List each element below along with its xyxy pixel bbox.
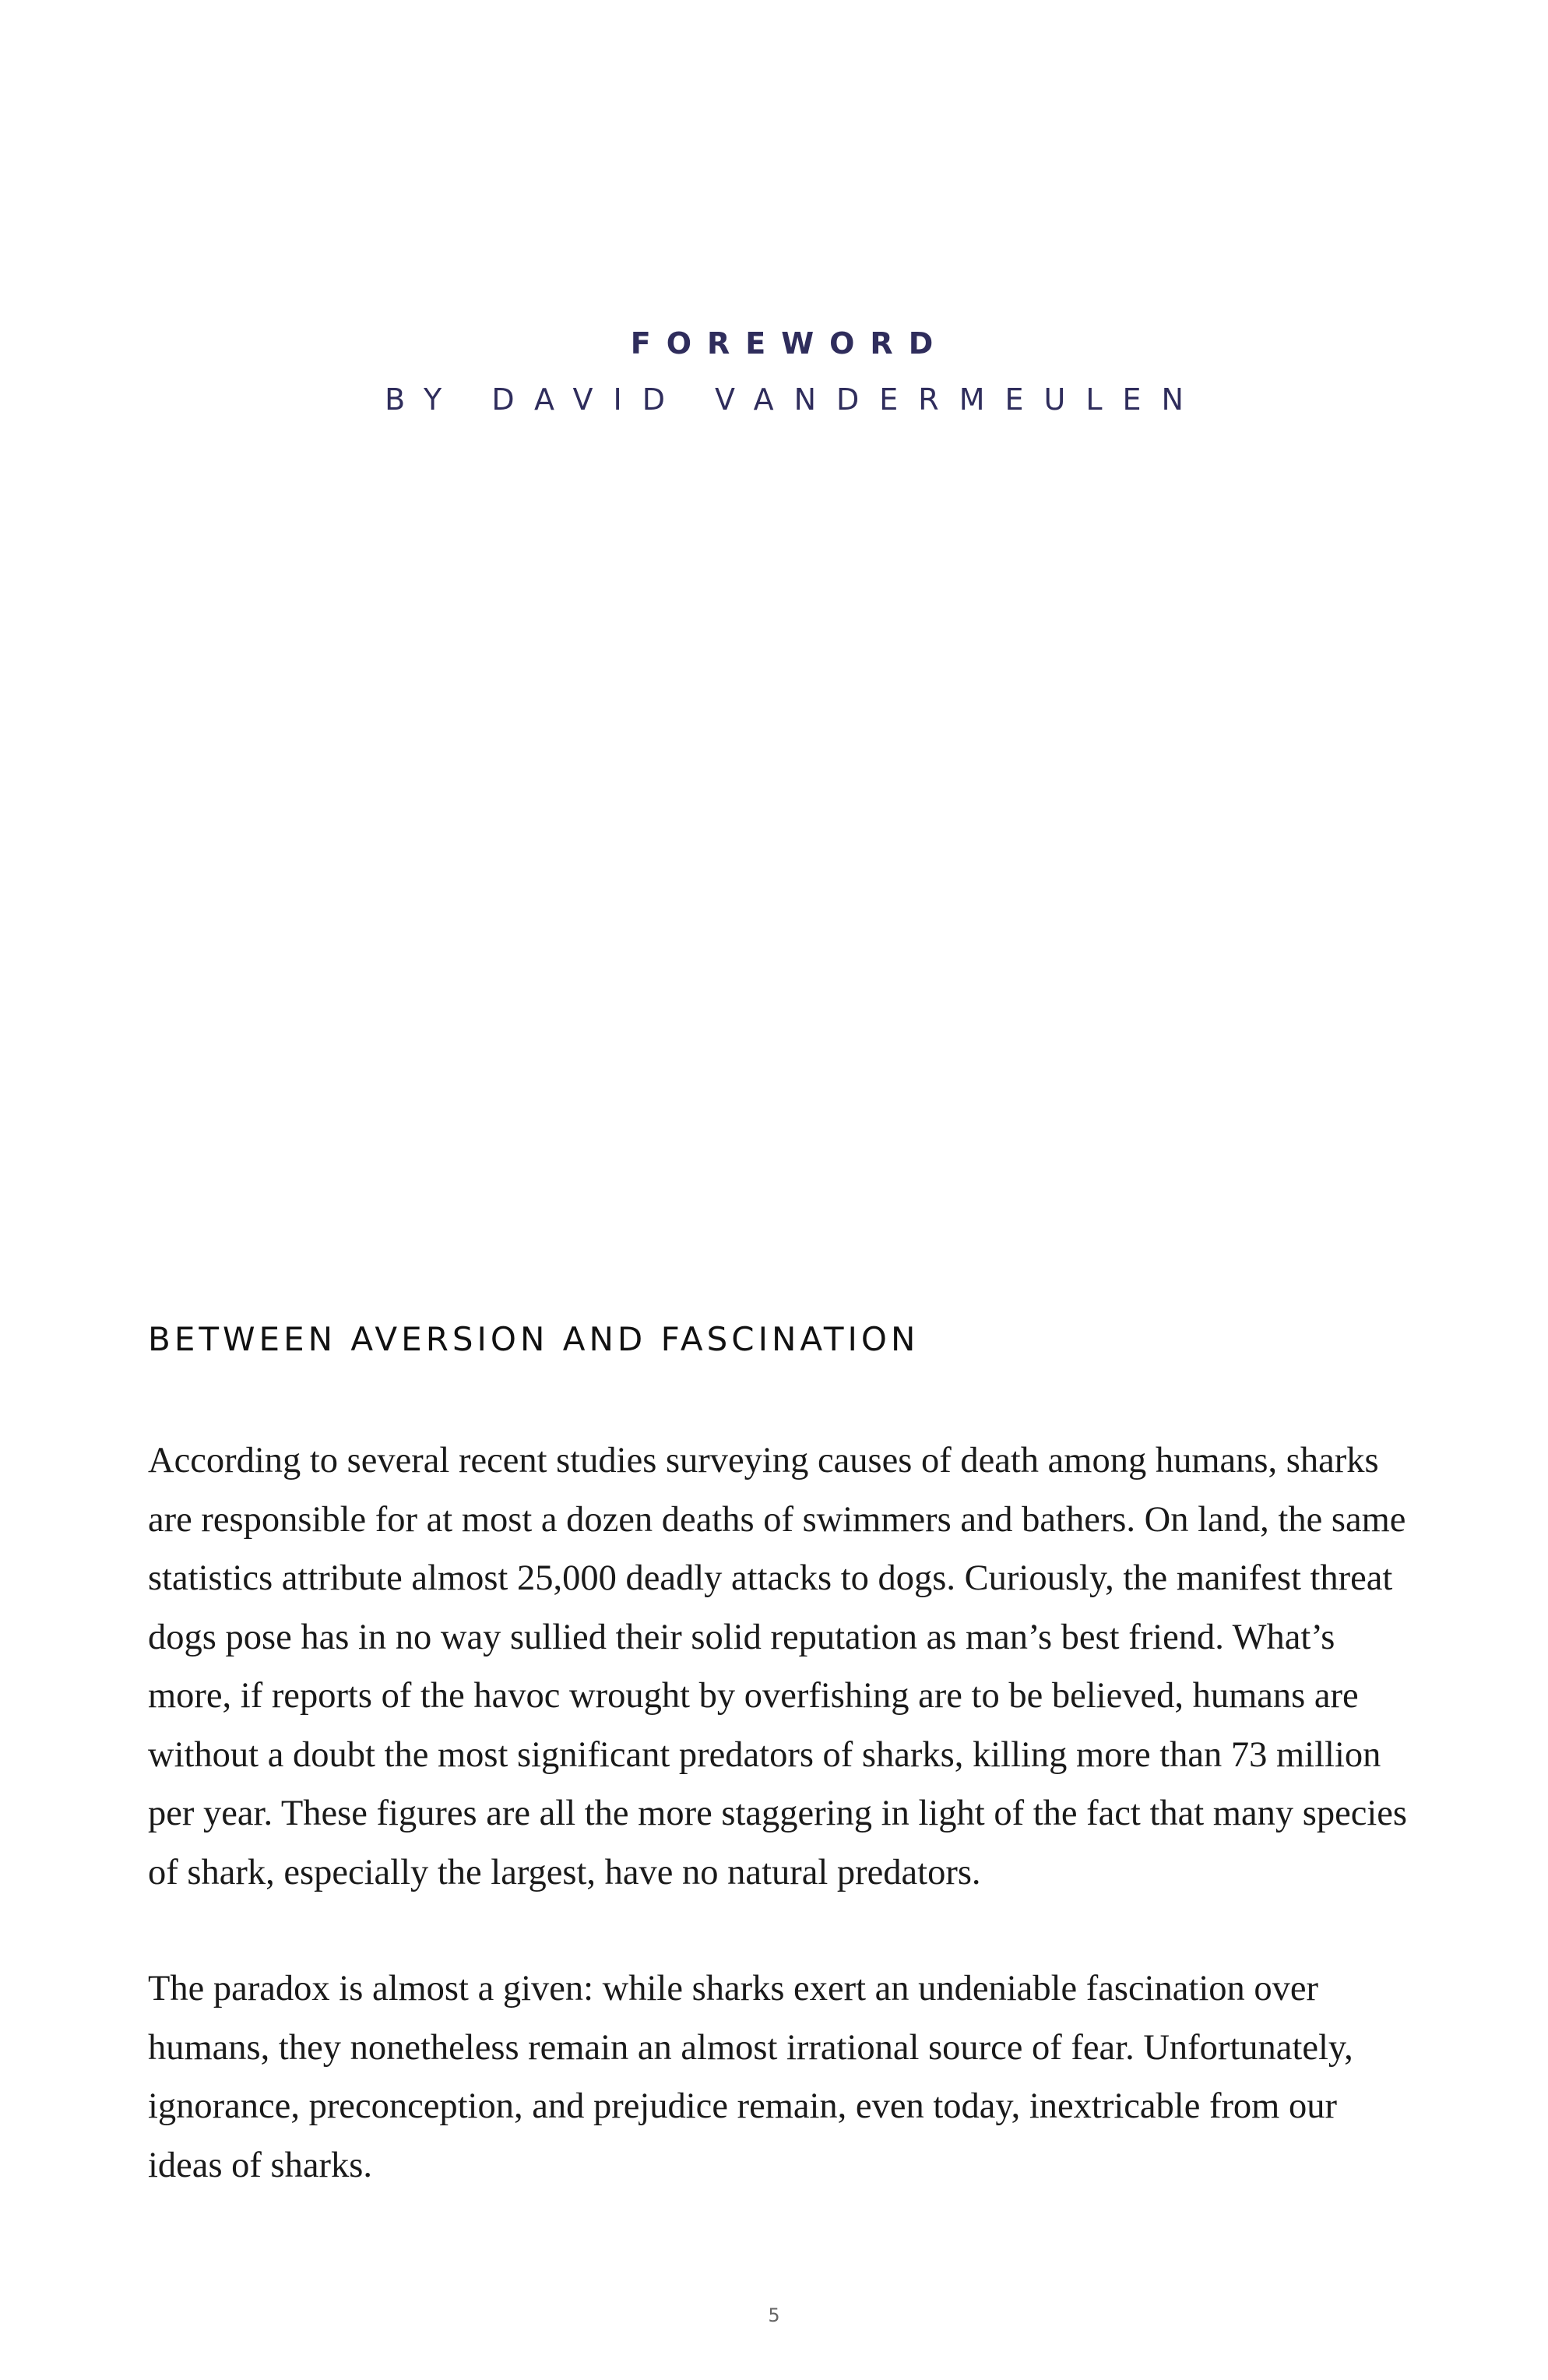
body-paragraph: According to several recent studies surveying causes of death among humans, sharks are responsible for at most a dozen deaths of swimmers and bathers. On land, the same statistics attribute almost 25,000 deadly attacks to dogs. Curiously, the manifest threat dogs pose has in no way sullied their solid reputation as man’s best friend. What’s more, if reports of the havoc wrought by overfishing are to be believed, humans are without a doubt the most significant predators of sharks, killing more than 73 million per year. These figures are all the more staggering in light of the fact that many species of shark, especially the largest, have no natural predators. bbox=[148, 1441, 1408, 1892]
chapter-title: FOREWORD bbox=[630, 326, 949, 361]
chapter-author: BY DAVID VANDERMEULEN bbox=[385, 382, 1204, 417]
page-number: 5 bbox=[768, 2304, 780, 2326]
section-heading: BETWEEN AVERSION AND FASCINATION bbox=[148, 1320, 920, 1358]
body-paragraph: The paradox is almost a given: while sharks exert an undeniable fascination over humans, they nonetheless remain an almost irrational source of fear. Unfortunately, ignorance, preconception, and prejudice remain, even today, inextricable from our ideas of sharks. bbox=[148, 1969, 1353, 2185]
